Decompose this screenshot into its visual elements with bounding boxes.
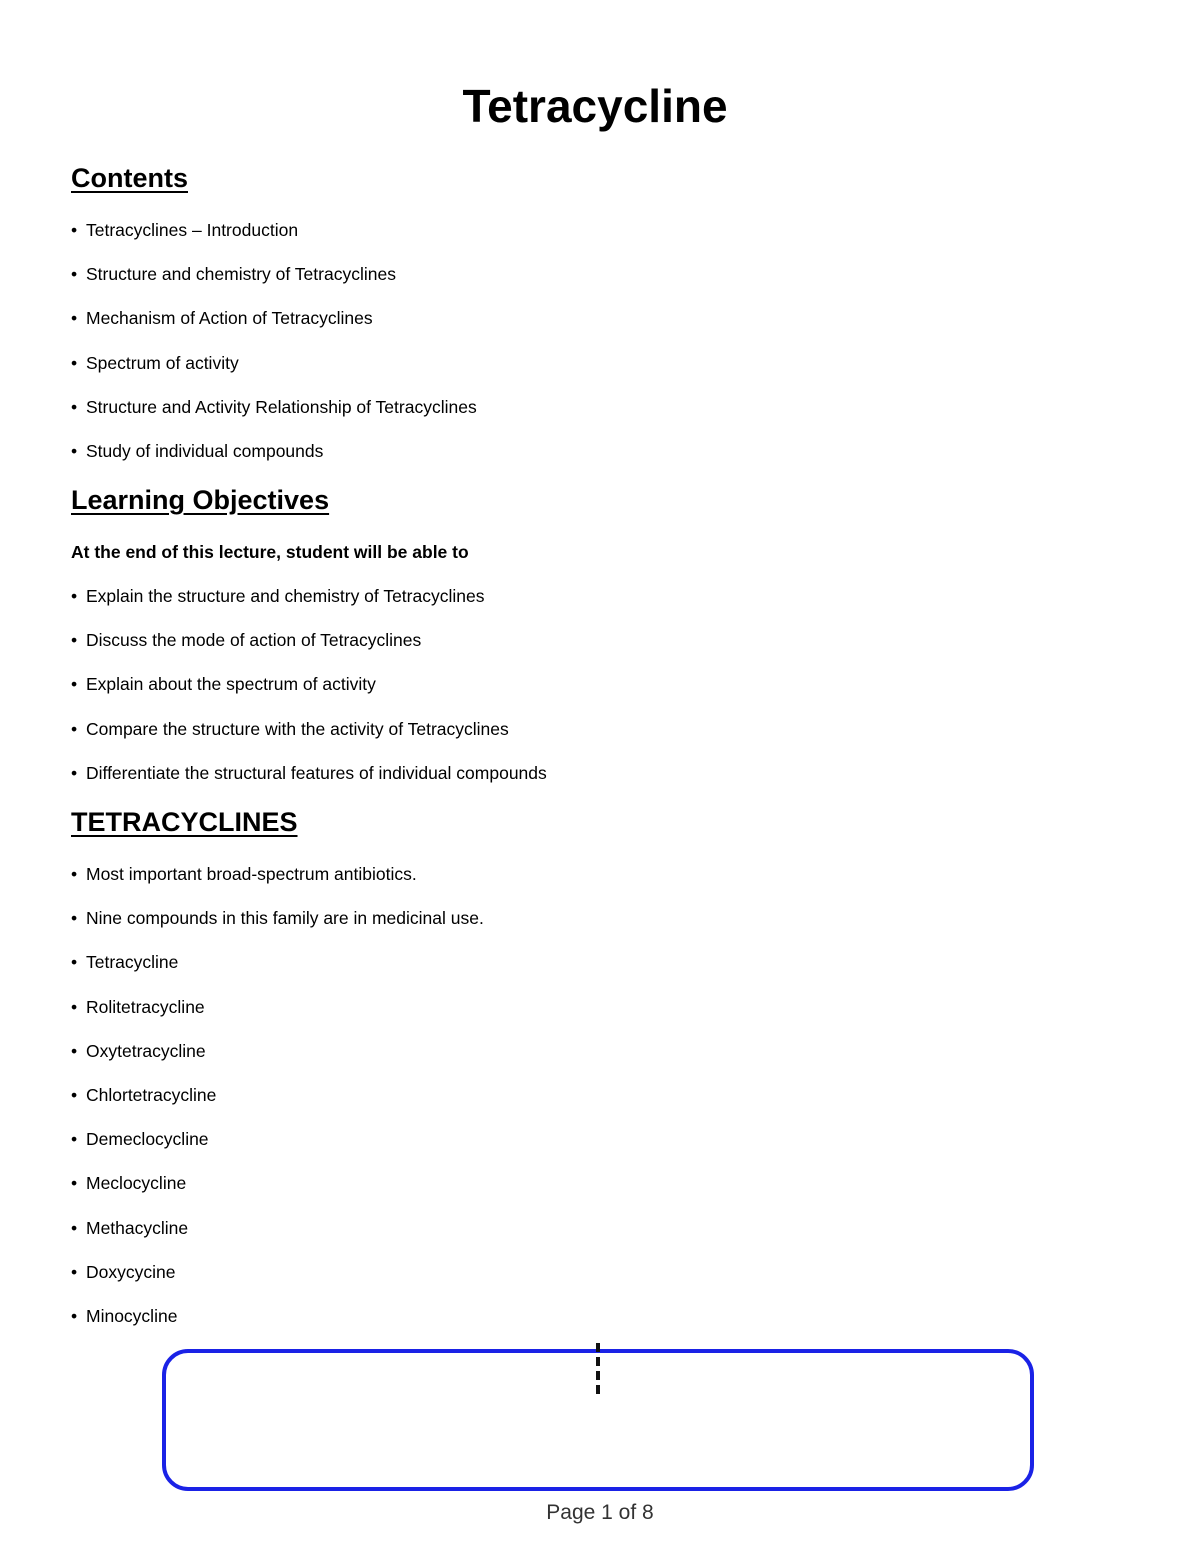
objectives-heading: Learning Objectives (71, 485, 330, 515)
list-item (71, 440, 477, 484)
list-item-text: Structure and chemistry of Tetracyclines (86, 264, 396, 285)
list-item (71, 1128, 484, 1172)
list-item-text: Differentiate the structural features of individual compounds (86, 762, 547, 783)
list-item-text: Demeclocycline (86, 1129, 209, 1150)
bullet-icon: • (71, 762, 78, 783)
list-item (71, 1261, 484, 1305)
tetracyclines-heading: TETRACYCLINES (71, 807, 298, 837)
list-item (71, 1305, 484, 1349)
list-item-text: Tetracyclines – Introduction (86, 220, 299, 240)
list-item-text: Explain the structure and chemistry of Tetracyclines (86, 586, 485, 606)
list-item-text: Doxycycine (86, 1261, 176, 1282)
list-item-text: Discuss the mode of action of Tetracyclines (86, 630, 422, 651)
objectives-lead: At the end of this lecture, student will be able to (71, 542, 469, 562)
list-item (71, 1217, 484, 1261)
bullet-icon: • (71, 1305, 78, 1326)
contents-list (71, 219, 477, 484)
bullet-icon: • (71, 1084, 78, 1105)
list-item (71, 951, 484, 995)
bullet-icon: • (71, 1217, 78, 1238)
list-item-text: Structure and Activity Relationship of Tetracyclines (86, 396, 477, 417)
list-item-text: Mechanism of Action of Tetracyclines (86, 308, 373, 329)
list-item (71, 996, 484, 1040)
bullet-icon: • (71, 586, 78, 606)
list-item-text: Explain about the spectrum of activity (86, 674, 376, 695)
list-item (71, 352, 477, 396)
document-title: Tetracycline (462, 80, 728, 132)
bullet-icon: • (71, 718, 78, 739)
objectives-list (71, 585, 547, 806)
list-item (71, 1172, 484, 1216)
bullet-icon: • (71, 220, 78, 240)
list-item-text: Methacycline (86, 1217, 189, 1238)
bullet-icon: • (71, 1173, 78, 1194)
list-item-text: Most important broad-spectrum antibiotics. (86, 864, 417, 884)
list-item (71, 396, 477, 440)
list-item-text: Nine compounds in this family are in medicinal use. (86, 908, 484, 929)
bullet-icon: • (71, 396, 78, 417)
list-item (71, 718, 547, 762)
list-item-text: Chlortetracycline (86, 1084, 217, 1105)
list-item-text: Minocycline (86, 1305, 178, 1326)
list-item (71, 1040, 484, 1084)
bullet-icon: • (71, 308, 78, 329)
list-item (71, 219, 477, 263)
bullet-icon: • (71, 996, 78, 1017)
bullet-icon: • (71, 352, 78, 373)
bullet-icon: • (71, 630, 78, 651)
bullet-icon: • (71, 674, 78, 695)
bullet-icon: • (71, 952, 78, 973)
list-item (71, 762, 547, 806)
bullet-icon: • (71, 908, 78, 929)
contents-heading: Contents (71, 163, 188, 193)
list-item (71, 629, 547, 673)
list-item-text: Spectrum of activity (86, 352, 239, 373)
list-item (71, 307, 477, 351)
bullet-icon: • (71, 440, 78, 461)
bullet-icon: • (71, 1040, 78, 1061)
tetracyclines-list (71, 863, 484, 1349)
text-cursor-icon (596, 1343, 600, 1399)
list-item (71, 673, 547, 717)
bullet-icon: • (71, 1129, 78, 1150)
bullet-icon: • (71, 264, 78, 285)
list-item-text: Meclocycline (86, 1173, 187, 1194)
list-item-text: Tetracycline (86, 952, 179, 973)
list-item-text: Rolitetracycline (86, 996, 205, 1017)
list-item (71, 263, 477, 307)
list-item-text: Compare the structure with the activity of Tetracyclines (86, 718, 509, 739)
list-item (71, 863, 484, 907)
list-item (71, 907, 484, 951)
bullet-icon: • (71, 864, 78, 884)
page-number: Page 1 of 8 (546, 1501, 654, 1524)
list-item (71, 585, 547, 629)
list-item-text: Study of individual compounds (86, 440, 324, 461)
list-item-text: Oxytetracycline (86, 1040, 206, 1061)
bullet-icon: • (71, 1261, 78, 1282)
list-item (71, 1084, 484, 1128)
